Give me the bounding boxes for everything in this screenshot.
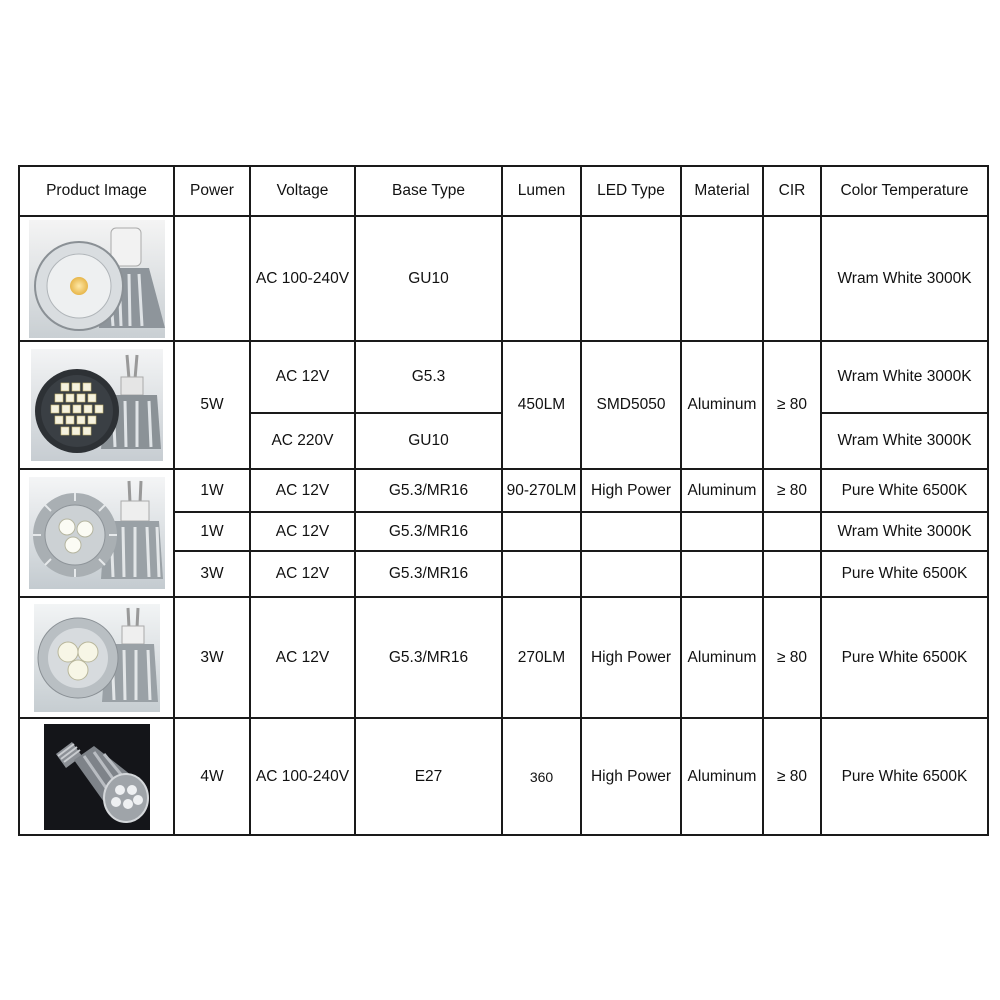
power-cell: 5W — [174, 341, 250, 469]
led-type-cell — [581, 216, 681, 341]
material-cell: Aluminum — [681, 718, 763, 835]
lumen-cell: 450LM — [502, 341, 581, 469]
three-led-mr16-spotlight-icon — [34, 604, 160, 712]
header-base-type: Base Type — [355, 166, 502, 216]
product-image-cell — [19, 341, 174, 469]
cir-cell: ≥ 80 — [763, 469, 821, 512]
header-product-image: Product Image — [19, 166, 174, 216]
high-power-mr16-spotlight-icon — [29, 477, 165, 589]
cir-cell: ≥ 80 — [763, 718, 821, 835]
voltage-cell: AC 12V — [250, 512, 355, 551]
base-type-cell: G5.3/MR16 — [355, 469, 502, 512]
smd-mr16-spotlight-icon — [31, 349, 163, 461]
power-cell — [174, 216, 250, 341]
color-temperature-cell: Pure White 6500K — [821, 469, 988, 512]
base-type-cell: E27 — [355, 718, 502, 835]
power-cell: 3W — [174, 597, 250, 718]
lumen-cell — [502, 551, 581, 597]
material-cell — [681, 512, 763, 551]
lumen-cell: 360 — [502, 718, 581, 835]
material-cell — [681, 551, 763, 597]
color-temperature-cell: Wram White 3000K — [821, 341, 988, 413]
led-type-cell: High Power — [581, 469, 681, 512]
power-cell: 3W — [174, 551, 250, 597]
product-image-cell — [19, 469, 174, 597]
table-row — [19, 469, 988, 512]
cir-cell: ≥ 80 — [763, 597, 821, 718]
header-color-temperature: Color Temperature — [821, 166, 988, 216]
voltage-cell: AC 220V — [250, 413, 355, 469]
power-cell: 1W — [174, 512, 250, 551]
power-cell: 1W — [174, 469, 250, 512]
material-cell — [681, 216, 763, 341]
color-temperature-cell: Pure White 6500K — [821, 597, 988, 718]
table-row — [19, 216, 988, 341]
led-type-cell — [581, 512, 681, 551]
product-image-cell — [19, 718, 174, 835]
e27-led-spotlight-icon — [44, 724, 150, 830]
cob-gu10-spotlight-icon — [29, 220, 165, 338]
product-image-cell — [19, 216, 174, 341]
header-led-type: LED Type — [581, 166, 681, 216]
cir-cell — [763, 216, 821, 341]
header-row — [19, 166, 988, 216]
material-cell: Aluminum — [681, 469, 763, 512]
color-temperature-cell: Wram White 3000K — [821, 512, 988, 551]
cir-cell — [763, 551, 821, 597]
cir-cell — [763, 512, 821, 551]
lumen-cell: 90-270LM — [502, 469, 581, 512]
header-material: Material — [681, 166, 763, 216]
led-type-cell: SMD5050 — [581, 341, 681, 469]
base-type-cell: G5.3 — [355, 341, 502, 413]
header-voltage: Voltage — [250, 166, 355, 216]
lumen-cell — [502, 216, 581, 341]
led-type-cell — [581, 551, 681, 597]
cir-cell: ≥ 80 — [763, 341, 821, 469]
base-type-cell: GU10 — [355, 216, 502, 341]
material-cell: Aluminum — [681, 597, 763, 718]
color-temperature-cell: Pure White 6500K — [821, 718, 988, 835]
lumen-cell: 270LM — [502, 597, 581, 718]
power-cell: 4W — [174, 718, 250, 835]
header-power: Power — [174, 166, 250, 216]
color-temperature-cell: Wram White 3000K — [821, 216, 988, 341]
spec-table — [18, 165, 989, 836]
table-row — [19, 597, 988, 718]
voltage-cell: AC 100-240V — [250, 216, 355, 341]
header-lumen: Lumen — [502, 166, 581, 216]
voltage-cell: AC 100-240V — [250, 718, 355, 835]
base-type-cell: G5.3/MR16 — [355, 551, 502, 597]
base-type-cell: G5.3/MR16 — [355, 512, 502, 551]
table-row — [19, 718, 988, 835]
color-temperature-cell: Wram White 3000K — [821, 413, 988, 469]
voltage-cell: AC 12V — [250, 341, 355, 413]
base-type-cell: GU10 — [355, 413, 502, 469]
product-image-cell — [19, 597, 174, 718]
header-cir: CIR — [763, 166, 821, 216]
voltage-cell: AC 12V — [250, 597, 355, 718]
led-type-cell: High Power — [581, 597, 681, 718]
led-type-cell: High Power — [581, 718, 681, 835]
base-type-cell: G5.3/MR16 — [355, 597, 502, 718]
table-row — [19, 341, 988, 413]
material-cell: Aluminum — [681, 341, 763, 469]
color-temperature-cell: Pure White 6500K — [821, 551, 988, 597]
lumen-cell — [502, 512, 581, 551]
voltage-cell: AC 12V — [250, 469, 355, 512]
voltage-cell: AC 12V — [250, 551, 355, 597]
